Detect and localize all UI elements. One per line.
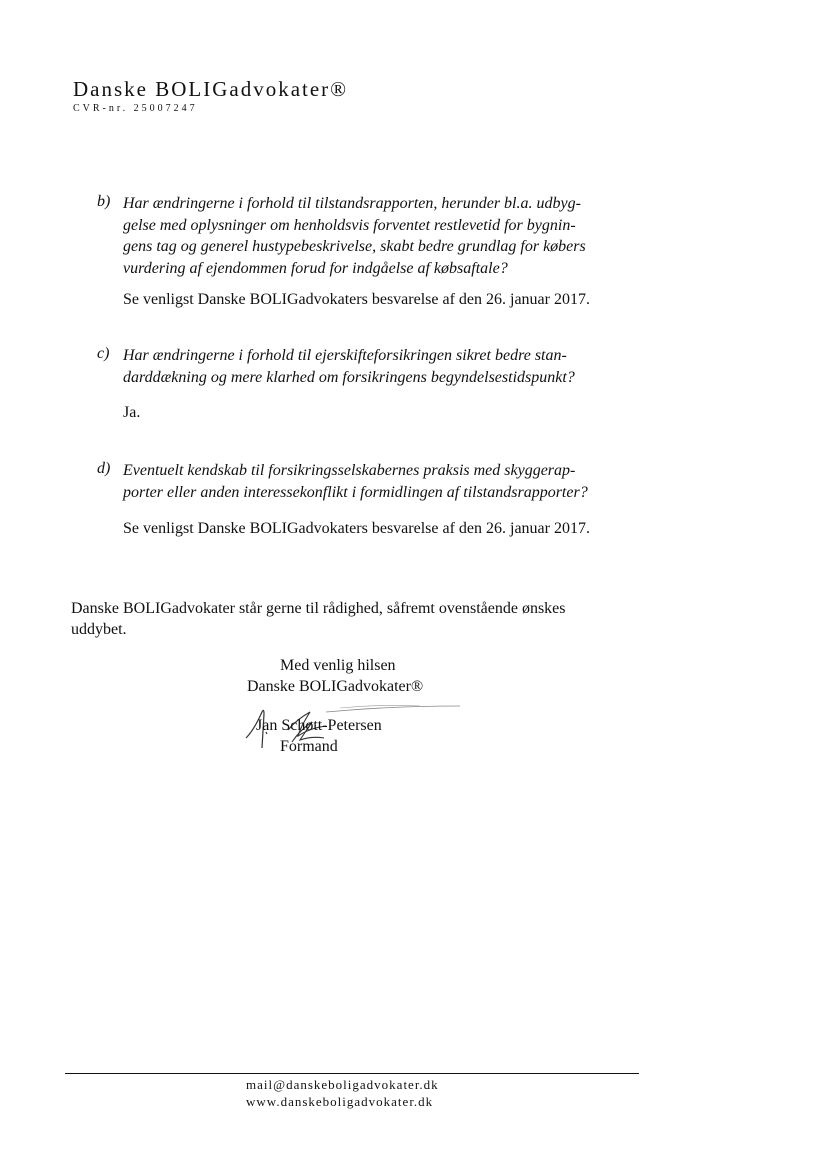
closing-line: uddybet. — [71, 621, 127, 638]
question-letter: b) — [97, 193, 111, 210]
question-line: Eventuelt kendskab til forsikringsselskabernes praksis med skyggerap- — [123, 462, 576, 479]
greeting: Med venlig hilsen — [280, 657, 396, 674]
signoff — [247, 655, 423, 697]
question-line: Har ændringerne i forhold til ejerskifteforsikringen sikret bedre stan- — [123, 347, 567, 364]
footer — [246, 1076, 439, 1110]
footer-website: www.danskeboligadvokater.dk — [246, 1094, 434, 1109]
footer-email: mail@danskeboligadvokater.dk — [246, 1077, 439, 1092]
question-text — [123, 193, 623, 279]
question-line: darddækning og mere klarhed om forsikringens begyndelsestidspunkt? — [123, 368, 575, 386]
cvr-number: CVR-nr. 25007247 — [73, 103, 198, 114]
signer-name: Jan Schøtt-Petersen — [256, 717, 382, 734]
question-letter: d) — [97, 460, 111, 477]
question-line: porter eller anden interessekonflikt i formidlingen af tilstandsrapporter? — [123, 483, 588, 501]
signoff-org: Danske BOLIGadvokater® — [247, 678, 424, 695]
question-line: gelse med oplysninger om henholdsvis forventet restlevetid for bygnin- — [123, 216, 576, 234]
question-line: gens tag og generel hustypebeskrivelse, skabt bedre grundlag for købers — [123, 238, 586, 255]
closing-paragraph — [71, 598, 566, 640]
footer-divider — [65, 1073, 639, 1074]
company-name: Danske BOLIGadvokater® — [73, 77, 349, 101]
answer-text: Se venligst Danske BOLIGadvokaters besvarelse af den 26. januar 2017. — [123, 291, 590, 308]
answer-text: Ja. — [123, 404, 141, 421]
question-text — [123, 345, 623, 388]
answer-text: Se venligst Danske BOLIGadvokaters besvarelse af den 26. januar 2017. — [123, 520, 590, 537]
closing-line: Danske BOLIGadvokater står gerne til rådighed, såfremt ovenstående ønskes — [71, 600, 566, 617]
question-line: Har ændringerne i forhold til tilstandsrapporten, herunder bl.a. udbyg- — [123, 195, 581, 212]
question-line: vurdering af ejendommen forud for indgåelse af købsaftale? — [123, 259, 508, 277]
signer — [256, 715, 382, 757]
question-letter: c) — [97, 345, 110, 362]
question-text — [123, 460, 623, 503]
signer-role: Formand — [280, 738, 338, 755]
